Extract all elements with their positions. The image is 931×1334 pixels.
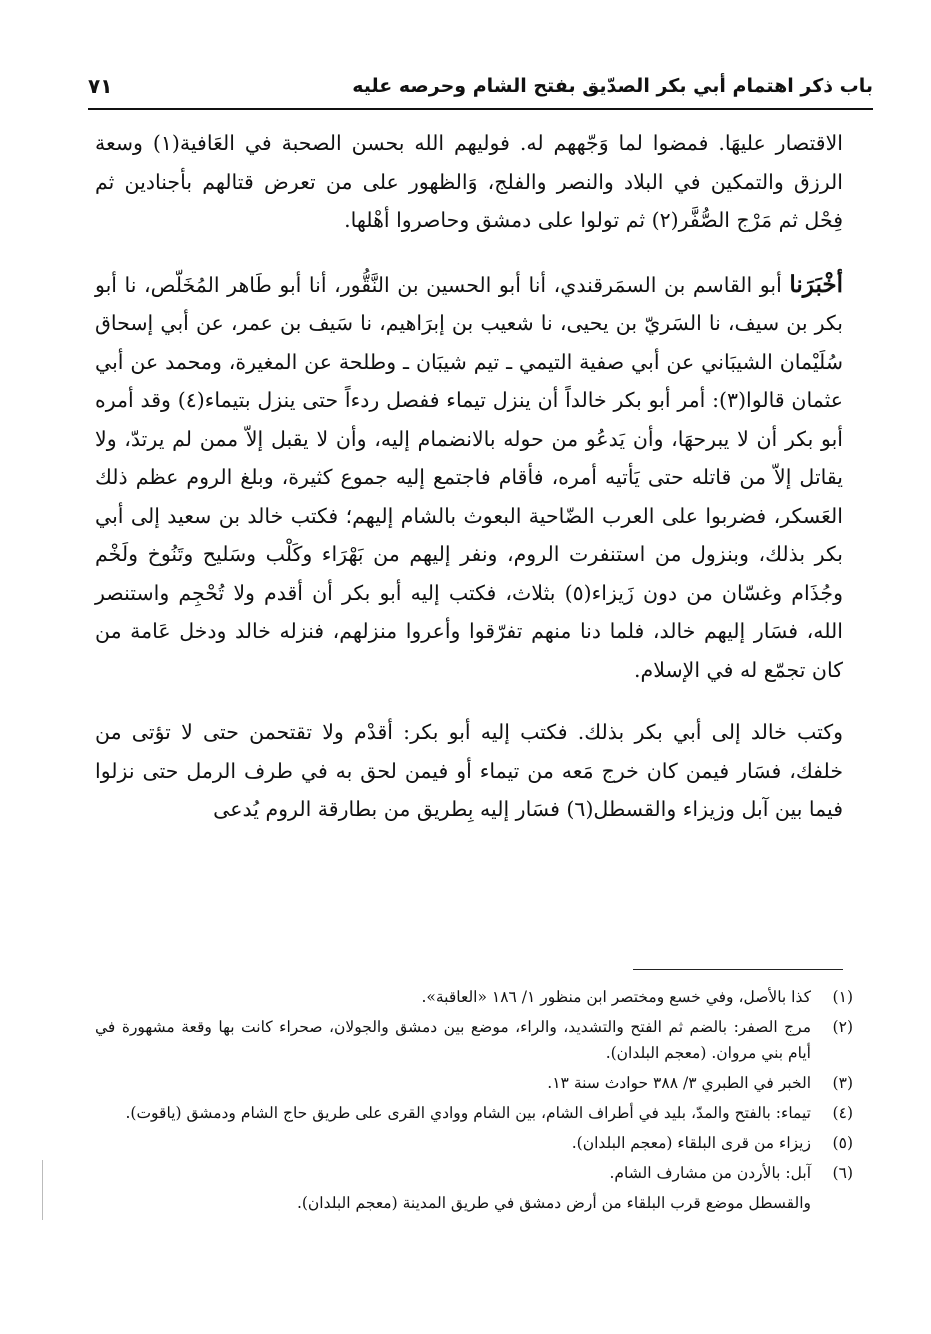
footnote-2 [95,1014,853,1066]
footnote-number: (٣) [832,1074,853,1092]
paragraph-2 [95,266,843,690]
footnote-3 [95,1070,853,1096]
footnote-text: آبل: بالأردن من مشارف الشام. [609,1164,811,1182]
footnotes [95,984,853,1216]
footnote-number: (٥) [832,1134,853,1152]
footnote-4 [95,1100,853,1126]
page-number: ٧١ [88,74,113,98]
scan-edge-mark [42,1160,43,1220]
header-rule [88,108,873,110]
footnote-text: زيزاء من قرى البلقاء (معجم البلدان). [571,1134,811,1152]
footnote-text: تيماء: بالفتح والمدّ، بليد في أطراف الشام، بين الشام ووادي القرى على طريق حاج الشام ودمشق (ياقوت). [125,1104,811,1122]
footnote-5 [95,1130,853,1156]
footnote-number: (١) [832,988,853,1006]
footnote-separator [633,969,843,970]
footnote-text: مرج الصفر: بالضم ثم الفتح والتشديد، والراء، موضع بين دمشق والجولان، صحراء كانت بها وقعة مشهورة في أيام بني مروان. (معجم البلدان). [95,1018,811,1062]
footnote-text: كذا بالأصل، وفي خسع ومختصر ابن منظور ١/ ١٨٦ «العاقبة». [421,988,811,1006]
page-header [88,66,873,106]
isnad-lead-word: أخْبَرَنا [789,270,843,298]
footnote-6-continuation: والقسطل موضع قرب البلقاء من أرض دمشق في طريق المدينة (معجم البلدان). [296,1194,811,1212]
running-title: باب ذكر اهتمام أبي بكر الصدّيق بفتح الشام وحرصه عليه [352,75,873,97]
main-text [95,124,843,829]
footnote-number: (٢) [832,1018,853,1036]
paragraph-2-text: أبو القاسم بن السمَرقندي، أنا أبو الحسين بن النَّقُّور، أنا أبو طَاهر المُخَلّص، نا أبو بكر بن سيف، نا السَريّ بن يحيى، نا شعيب بن إبرَاهيم، نا سَيف بن عمر، عن أبي إسحاق سُلَيْمان الشيبَاني عن أبي صفية التيمي ـ تيم شيبَان ـ وطلحة عن المغيرة، ومحمد عن أبي عثمان قالوا(٣): أمر أبو بكر خالداً أن ينزل تيماء ففصل ردءاً حتى ينزل بتيماء(٤) وقد أمره أبو بكر أن لا يبرحهَا، وأن يَدعُو من حوله بالانضمام إليه، وأن لا يقبل إلاّ ممن لم يرتدّ، ولا يقاتل إلاّ من قاتله حتى يَأتيه أمره، فأقام فاجتمع إليه جموع كثيرة، وبلغ الروم عظم ذلك العَسكر، فضربوا على العرب الضّاحية البعوث بالشام إليهم؛ فكتب خالد بن سعيد إلى أبي بكر بذلك، وبنزول من استنفرت الروم، ونفر إليهم من بَهْرَاء وكَلْب وسَليح وتَنُوخ ولَخْم وجُذَام وغسّان من دون زَيزاء(٥) بثلاث، فكتب إليه أبو بكر أن أقدم ولا تُحْجِم واستنصر الله، فسَار إليهم خالد، فلما دنا منهم تفرّقوا وأعروا منزلهم، فنزله خالد ودخل عَامة من كان تجمّع له في الإسلام. [95,272,843,682]
footnote-number: (٤) [832,1104,853,1122]
footnote-1 [95,984,853,1010]
footnote-6 [95,1160,853,1186]
paragraph-3: وكتب خالد إلى أبي بكر بذلك. فكتب إليه أبو بكر: أقدْم ولا تقتحمن حتى لا تؤتى من خلفك، فسَار فيمن كان خرج مَعه من تيماء أو فيمن لحق به في طرف الرمل حتى نزلوا فيما بين آبل وزيزاء والقسطل(٦) فسَار إليه بِطريق من بطارقة الروم يُدعى [95,720,843,821]
paragraph-1: الاقتصار عليهَا. فمضوا لما وَجّههم له. فوليهم الله بحسن الصحبة في العَافية(١) وسعة الرزق والتمكين في البلاد والنصر والفلج، وَالظهور على من تعرض قتالهم بأجنادين ثم فِحْل ثم مَرْج الصُّفَّر(٢) ثم تولوا على دمشق وحاصروا أهْلها. [95,131,843,232]
footnote-text: الخبر في الطبري ٣/ ٣٨٨ حوادث سنة ١٣. [547,1074,811,1092]
footnote-number: (٦) [832,1164,853,1182]
